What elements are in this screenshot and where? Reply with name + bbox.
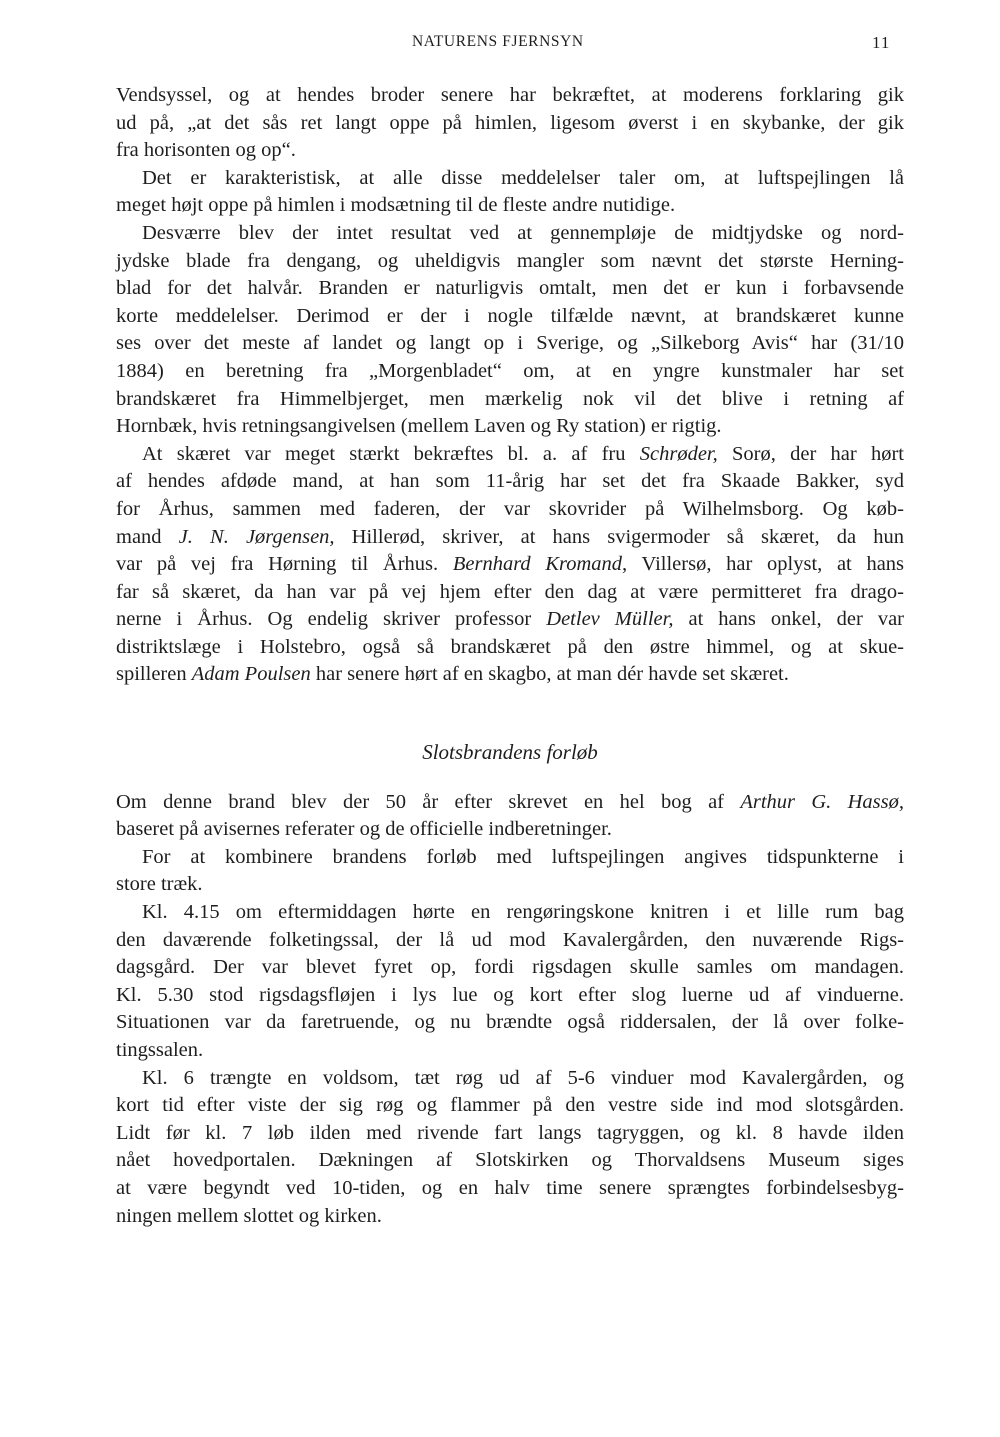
text-run: spilleren: [116, 663, 192, 686]
text-line: [116, 386, 904, 414]
italic-name: Schrøder,: [639, 442, 718, 465]
text-run: nerne i Århus. Og endelig skriver professor: [116, 608, 547, 631]
text-run: distriktslæge i Holstebro, også så brandskæret på den østre himmel, og at skue-: [116, 635, 904, 658]
page-body: [116, 82, 904, 1230]
italic-name: Bernhard Kromand,: [452, 553, 628, 576]
text-line: [116, 496, 904, 524]
text-line: [116, 844, 904, 872]
paragraph: [116, 899, 904, 1065]
text-run: ses over det meste af landet og langt op i Sverige, og „Silkeborg Avis“ har (31/10: [116, 332, 904, 355]
page-number: 11: [872, 33, 891, 52]
text-run: meget højt oppe på himlen i modsætning til de fleste andre nutidige.: [116, 194, 676, 217]
text-line: [116, 661, 904, 689]
text-line: [116, 358, 904, 386]
text-line: [116, 1037, 904, 1065]
text-line: [116, 634, 904, 662]
text-run: blad for det halvår. Branden er naturligvis omtalt, men det er kun i forbavsende: [116, 277, 904, 300]
text-run: far så skæret, da han var på vej hjem efter den dag at være permitteret fra drago-: [116, 580, 904, 603]
text-run: At skæret var meget stærkt bekræftes bl. a. af fru: [142, 442, 640, 465]
text-line: [116, 927, 904, 955]
text-line: [116, 551, 904, 579]
text-line: [116, 1120, 904, 1148]
text-run: Om denne brand blev der 50 år efter skrevet en hel bog af: [116, 790, 741, 813]
italic-name: J. N. Jørgensen,: [178, 525, 335, 548]
text-run: har senere hørt af en skagbo, at man dér havde set skæret.: [310, 663, 789, 686]
paragraph: [116, 844, 904, 899]
italic-name: Detlev Müller,: [546, 608, 674, 631]
text-run: nået hovedportalen. Dækningen af Slotskirken og Thorvaldsens Museum siges: [116, 1149, 904, 1172]
section-heading-text: Slotsbrandens forløb: [422, 740, 598, 765]
text-run: den daværende folketingssal, der lå ud mod Kavalergården, den nuværende Rigs-: [116, 928, 904, 951]
text-run: fra horisonten og op“.: [116, 139, 296, 162]
text-run: store træk.: [116, 873, 203, 896]
text-line: [116, 789, 904, 817]
text-line: [116, 248, 904, 276]
text-line: [116, 1065, 904, 1093]
text-line: [116, 1092, 904, 1120]
text-line: [116, 524, 904, 552]
text-run: ningen mellem slottet og kirken.: [116, 1204, 382, 1227]
paragraph: [116, 165, 904, 220]
text-line: [116, 165, 904, 193]
text-line: [116, 468, 904, 496]
text-run: korte meddelelser. Derimod er der i nogle tilfælde nævnt, at brandskæret kunne: [116, 304, 904, 327]
paragraph: [116, 220, 904, 441]
text-line: [116, 303, 904, 331]
text-run: tingssalen.: [116, 1039, 204, 1061]
text-line: [116, 606, 904, 634]
text-run: For at kombinere brandens forløb med luftspejlingen angives tidspunkterne i: [142, 845, 904, 868]
text-run: 1884) en beretning fra „Morgenbladet“ om, at en yngre kunstmaler har set: [116, 359, 904, 382]
text-run: Situationen var da faretruende, og nu brændte også riddersalen, der lå over folke-: [116, 1011, 904, 1034]
text-run: Vendsyssel, og at hendes broder senere har bekræftet, at moderens forklaring gik: [116, 84, 904, 106]
text-line: [116, 982, 904, 1010]
text-run: mand: [116, 525, 179, 548]
text-run: ud på, „at det sås ret langt oppe på himlen, ligesom øverst i en skybanke, der gik: [116, 111, 904, 134]
running-head: NATURENS FJERNSYN: [412, 33, 584, 50]
section-intro: [116, 82, 904, 689]
text-line: [116, 441, 904, 469]
paragraph: [116, 441, 904, 689]
text-line: [116, 82, 904, 110]
text-run: Villersø, har oplyst, at hans: [627, 553, 905, 576]
text-run: at være begyndt ved 10-tiden, og en halv time senere sprængtes forbindelsesbyg-: [116, 1176, 904, 1199]
section-slotsbrand: [116, 789, 904, 1231]
text-line: [116, 579, 904, 607]
text-line: [116, 192, 904, 220]
text-run: at hans onkel, der var: [673, 608, 904, 631]
paragraph: [116, 82, 904, 165]
text-run: Sorø, der har hørt: [717, 442, 904, 465]
text-run: brandskæret fra Himmelbjerget, men mærkelig nok vil det blive i retning af: [116, 387, 904, 410]
text-line: [116, 413, 904, 441]
text-line: [116, 1147, 904, 1175]
text-run: Hornbæk, hvis retningsangivelsen (mellem Laven og Ry station) er rigtig.: [116, 415, 722, 438]
text-line: [116, 220, 904, 248]
text-line: [116, 137, 904, 165]
text-run: dagsgård. Der var blevet fyret op, fordi rigsdagen skulle samles om mandagen.: [116, 956, 904, 979]
paragraph: [116, 789, 904, 844]
text-run: baseret på avisernes referater og de officielle indberetninger.: [116, 818, 612, 841]
text-line: [116, 954, 904, 982]
text-run: Kl. 5.30 stod rigsdagsfløjen i lys lue og kort efter slog luerne ud af vinduerne.: [116, 983, 904, 1006]
text-line: [116, 816, 904, 844]
italic-name: Adam Poulsen: [191, 663, 311, 686]
paragraph: [116, 1065, 904, 1231]
text-run: Kl. 6 trængte en voldsom, tæt røg ud af 5-6 vinduer mod Kavalergården, og: [142, 1066, 904, 1089]
text-run: Det er karakteristisk, at alle disse meddelelser taler om, at luftspejlingen lå: [142, 166, 904, 189]
text-run: Lidt før kl. 7 løb ilden med rivende fart langs tagryggen, og kl. 8 havde ilden: [116, 1121, 904, 1144]
text-run: jydske blade fra dengang, og uheldigvis mangler som nævnt det største Herning-: [116, 249, 904, 272]
text-run: Kl. 4.15 om eftermiddagen hørte en rengøringskone knitren i et lille rum bag: [142, 901, 904, 924]
text-line: [116, 899, 904, 927]
text-run: af hendes afdøde mand, at han som 11-årig har set det fra Skaade Bakker, syd: [116, 470, 904, 493]
text-line: [116, 1203, 904, 1231]
text-line: [116, 871, 904, 899]
italic-name: Arthur G. Hassø,: [740, 790, 904, 813]
text-line: [116, 110, 904, 138]
text-line: [116, 1009, 904, 1037]
text-line: [116, 330, 904, 358]
text-run: kort tid efter viste der sig røg og flammer på den vestre side ind mod slotsgården.: [116, 1094, 904, 1117]
text-run: Desværre blev der intet resultat ved at gennempløje de midtjydske og nord-: [142, 221, 904, 244]
section-heading: [116, 739, 904, 767]
text-run: for Århus, sammen med faderen, der var skovrider på Wilhelmsborg. Og køb-: [116, 497, 904, 520]
text-run: var på vej fra Hørning til Århus.: [116, 553, 453, 576]
text-line: [116, 275, 904, 303]
text-line: [116, 1175, 904, 1203]
text-run: Hillerød, skriver, at hans svigermoder så skæret, da hun: [334, 525, 904, 548]
